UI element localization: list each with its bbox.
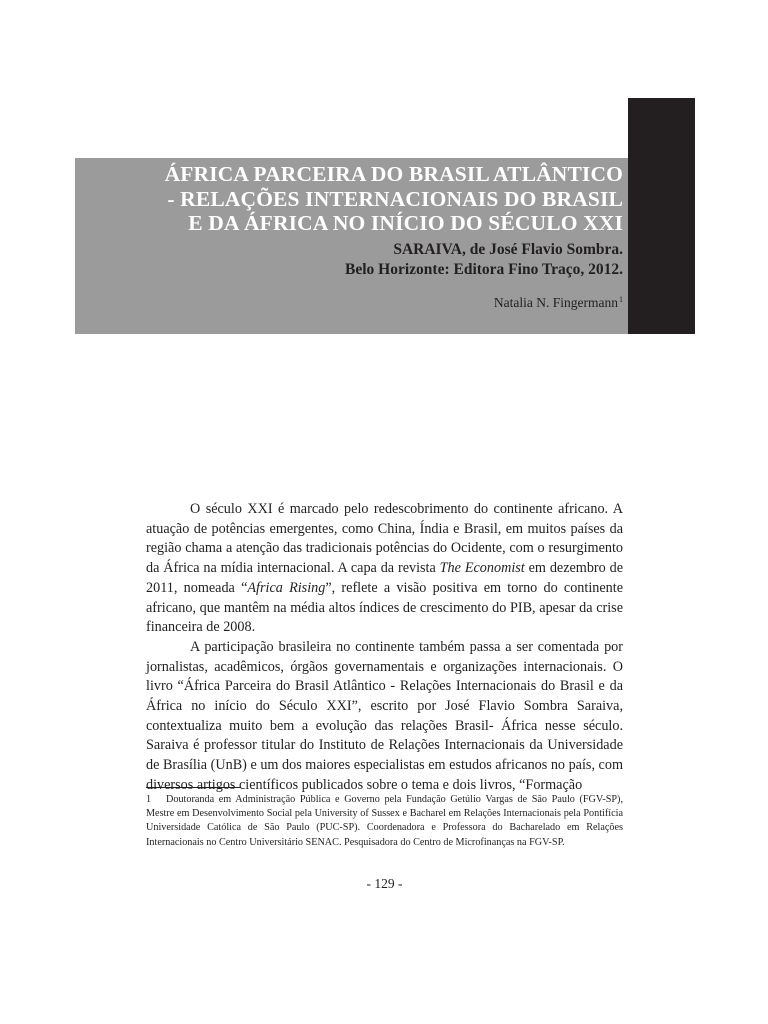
title-line-3: E DA ÁFRICA NO INÍCIO DO SÉCULO XXI <box>188 211 623 235</box>
book-reference-line-1: SARAIVA, de José Flavio Sombra. <box>393 240 623 258</box>
paragraph-1-start: O século XXI é marcado pelo redescobrimento do continente africano. A atuação de potências emergentes, como China, Índia e Brasil, em muitos países da região chama a atenção das tradicionais potências do Ocidente, com o resurgimento da África na mídia internacional. A capa da revista <box>146 501 623 577</box>
footnote-divider <box>146 787 240 788</box>
book-reference-line-2: Belo Horizonte: Editora Fino Traço, 2012. <box>345 260 623 278</box>
paragraph-2: A participação brasileira no continente também passa a ser comentada por jornalistas, acadêmicos, órgãos governamentais e organizações internacionais. O livro “África Parceira do Brasil Atlântico - Relações Internacionais do Brasil e da África no início do Século XXI”, escrito por José Flavio Sombra Saraiva, contextualiza muito bem a evolução das relações Brasil- África nesse século. Saraiva é professor titular do Instituto de Relações Internacionais da Universidade de Brasília (UnB) e um dos maiores especialistas em estudos africanos no país, com diversos artigos científicos publicados sobre o tema e dois livros, “Formação <box>146 638 623 793</box>
footnote-number: 1 <box>146 794 152 805</box>
review-header <box>75 158 628 334</box>
page-number: - 129 - <box>366 876 403 891</box>
review-body <box>146 500 623 796</box>
cover-title: Africa Rising <box>247 579 326 596</box>
title-line-2: - RELAÇÕES INTERNACIONAIS DO BRASIL <box>167 186 623 211</box>
magazine-title: The Economist <box>439 560 525 577</box>
chapter-tab-marker <box>628 98 695 334</box>
paragraph-1 <box>146 500 623 638</box>
paragraph-1-end: ”, reflete a visão positiva em torno do continente africano, que mantêm na média altos índices de crescimento do PIB, apesar da crise financeira de 2008. <box>146 579 624 636</box>
footnote-text: Doutoranda em Administração Pública e Governo pela Fundação Getúlio Vargas de São Paulo (FGV-SP), Mestre em Desenvolvimento Social pela University of Sussex e Bacharel em Relações Internacionais pela Pontifícia Universidade Católica de São Paulo (PUC-SP). Coordenadora e Professora do Bacharelado em Relações Internacionais no Centro Universitário SENAC. Pesquisadora do Centro de Microfinanças na FGV-SP. <box>146 794 623 848</box>
author-name-text: Natalia N. Fingermann <box>493 294 618 310</box>
author-name <box>75 295 623 311</box>
paragraph-1-mid: em dezembro de 2011, nomeada “ <box>146 560 624 596</box>
footnote <box>146 793 623 850</box>
footnote-marker: 1 <box>619 294 623 304</box>
title-line-1: ÁFRICA PARCEIRA DO BRASIL ATLÂNTICO <box>164 162 623 186</box>
